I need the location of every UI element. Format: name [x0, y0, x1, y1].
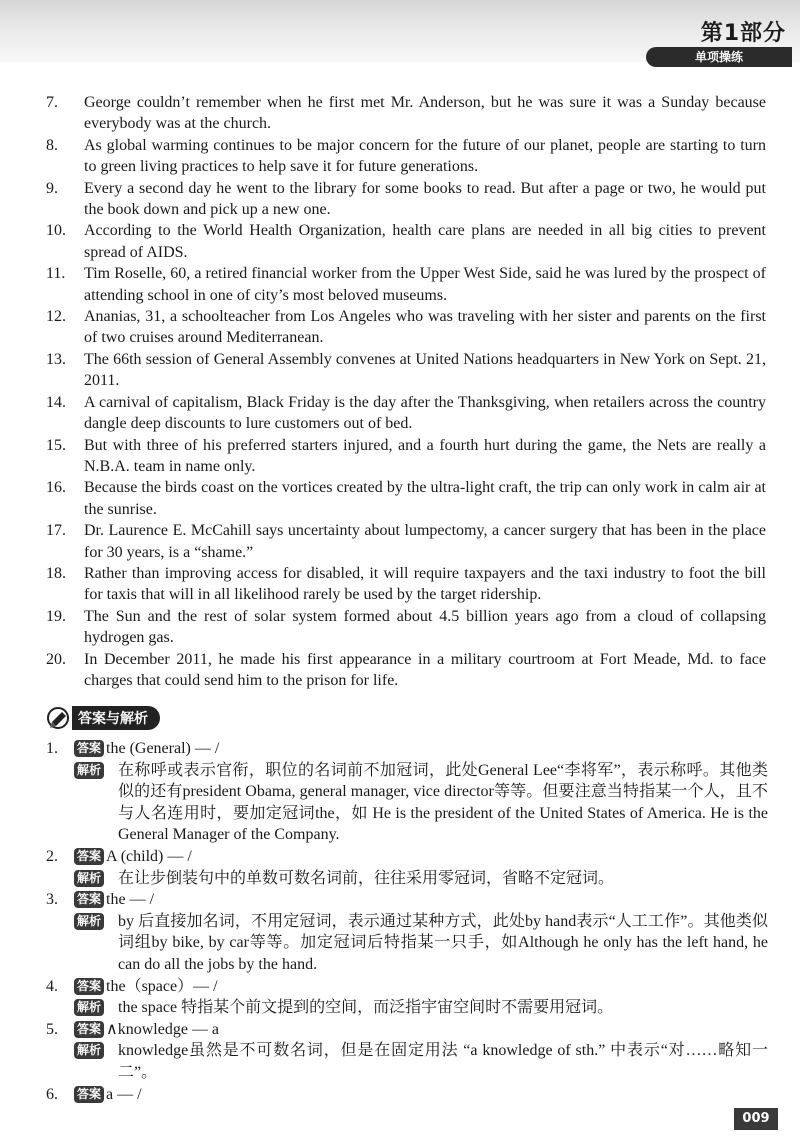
- answer-tag: 答案: [74, 1086, 104, 1103]
- question-number: 10.: [46, 222, 66, 240]
- question-number: 13.: [46, 350, 66, 368]
- question-item: [46, 649, 766, 692]
- answer-number: 1.: [46, 740, 58, 757]
- question-number: 17.: [46, 522, 66, 540]
- answer-number: 3.: [46, 891, 58, 909]
- question-text: A carnival of capitalism, Black Friday is the day after the Thanksgiving, when retailers across the country dangle deep discounts to lure customers out of bed.: [84, 393, 766, 433]
- answer-item: [46, 846, 768, 889]
- question-item: [46, 477, 766, 520]
- answer-text: the (General) — /: [106, 740, 220, 757]
- analysis-tag: 解析: [74, 1042, 104, 1059]
- question-number: 15.: [46, 436, 66, 454]
- answer-item: [46, 1019, 768, 1084]
- section-title: 第1部分: [700, 21, 786, 46]
- answer-number: 6.: [46, 1085, 58, 1103]
- question-item: [46, 520, 766, 563]
- analysis-text: knowledge虽然是不可数名词，但是在固定用法 “a knowledge of sth.” 中表示“对……略知一二”。: [118, 1042, 768, 1081]
- answers-section-label: 答案与解析: [72, 706, 160, 730]
- question-text: In December 2011, he made his first appearance in a military courtroom at Fort Meade, Md. to face charges that could send him to the prison for life.: [84, 650, 766, 689]
- analysis-tag: 解析: [74, 913, 104, 930]
- question-text: The Sun and the rest of solar system formed about 4.5 billion years ago from a cloud of collapsing hydrogen gas.: [84, 607, 766, 647]
- question-number: 9.: [46, 179, 58, 197]
- question-text: According to the World Health Organization, health care plans are needed in all big cities to prevent spread of AIDS.: [84, 222, 766, 261]
- answer-tag: 答案: [74, 740, 104, 757]
- answer-text: the（space）— /: [106, 977, 218, 995]
- answer-item: [46, 738, 768, 846]
- answer-item: [46, 1084, 768, 1106]
- analysis-text: 在称呼或表示官衔，职位的名词前不加冠词，此处General Lee“李将军”，表示称呼。其他类似的还有president Obama, general manager, vice director等等。但要注意当特指某一个人，且不与人名连用时，要加定冠词the，如 He is the president of the United States of America. He is the General Manager of the Company.: [118, 761, 768, 844]
- section-subtitle: 单项操练: [646, 47, 792, 67]
- answer-tag: 答案: [74, 1021, 104, 1038]
- question-item: [46, 178, 766, 221]
- question-item: [46, 135, 766, 178]
- question-text: The 66th session of General Assembly convenes at United Nations headquarters in New York on Sept. 21, 2011.: [84, 350, 766, 390]
- analysis-text: 在让步倒装句中的单数可数名词前，往往采用零冠词，省略不定冠词。: [118, 869, 615, 887]
- question-number: 12.: [46, 308, 66, 326]
- analysis-tag: 解析: [74, 999, 104, 1016]
- question-text: Because the birds coast on the vortices created by the ultra-light craft, the trip can only work in calm air at the sunrise.: [84, 479, 766, 518]
- question-item: [46, 435, 766, 478]
- answer-tag: 答案: [74, 891, 104, 908]
- answer-text: the — /: [106, 891, 155, 909]
- question-item: [46, 392, 766, 435]
- question-item: [46, 606, 766, 649]
- question-text: But with three of his preferred starters injured, and a fourth hurt during the game, the Nets are really a N.B.A. team in name only.: [84, 436, 766, 475]
- question-item: [46, 263, 766, 306]
- answer-text: ∧knowledge — a: [106, 1020, 220, 1038]
- question-number: 20.: [46, 650, 66, 668]
- question-text: Dr. Laurence E. McCahill says uncertainty about lumpectomy, a cancer surgery that has been in the place for 30 years, is a “shame.”: [84, 522, 766, 561]
- analysis-tag: 解析: [74, 762, 104, 779]
- question-item: [46, 563, 766, 606]
- question-item: [46, 306, 766, 349]
- question-number: 14.: [46, 393, 66, 411]
- answer-text: a — /: [106, 1085, 142, 1103]
- question-item: [46, 92, 766, 135]
- answer-tag: 答案: [74, 978, 104, 995]
- analysis-text: the space 特指某个前文提到的空间，而泛指宇宙空间时不需要用冠词。: [118, 999, 614, 1017]
- question-number: 18.: [46, 564, 66, 582]
- answer-number: 5.: [46, 1020, 58, 1038]
- question-text: Every a second day he went to the library for some books to read. But after a page or two, he would put the book down and pick up a new one.: [84, 179, 766, 219]
- analysis-text: by 后直接加名词，不用定冠词，表示通过某种方式，此处by hand表示“人工工作”。其他类似词组by bike, by car等等。加定冠词后特指某一只手，如Although he only has the left hand, he can do all the jobs by the hand.: [118, 912, 768, 973]
- answer-tag: 答案: [74, 848, 104, 865]
- question-text: Tim Roselle, 60, a retired financial worker from the Upper West Side, said he was lured by the prospect of attending school in one of city’s most beloved museums.: [84, 265, 766, 304]
- analysis-tag: 解析: [74, 870, 104, 887]
- answer-number: 2.: [46, 847, 58, 865]
- answer-number: 4.: [46, 977, 58, 995]
- pencil-icon: [46, 706, 76, 730]
- page-number: 009: [734, 1108, 778, 1130]
- question-number: 16.: [46, 479, 66, 497]
- answers-list: [46, 738, 768, 1105]
- question-number: 7.: [46, 94, 58, 111]
- question-text: George couldn’t remember when he first met Mr. Anderson, but he was sure it was a Sunday because everybody was at the church.: [84, 94, 766, 133]
- answer-item: [46, 889, 768, 975]
- question-text: Ananias, 31, a schoolteacher from Los Angeles who was traveling with her sister and parents on the first of two cruises around Mediterranean.: [84, 308, 766, 347]
- question-list: [46, 92, 766, 691]
- answer-text: A (child) — /: [106, 847, 192, 865]
- question-number: 19.: [46, 607, 66, 625]
- question-number: 8.: [46, 136, 58, 154]
- question-text: Rather than improving access for disabled, it will require taxpayers and the taxi industry to foot the bill for taxis that will in all likelihood rarely be used by the target ridership.: [84, 564, 766, 604]
- question-number: 11.: [46, 265, 66, 283]
- answers-section-title: [46, 705, 160, 731]
- question-text: As global warming continues to be major concern for the future of our planet, people are starting to turn to green living practices to help save it for future generations.: [84, 136, 766, 176]
- question-item: [46, 349, 766, 392]
- question-item: [46, 220, 766, 263]
- answer-item: [46, 976, 768, 1019]
